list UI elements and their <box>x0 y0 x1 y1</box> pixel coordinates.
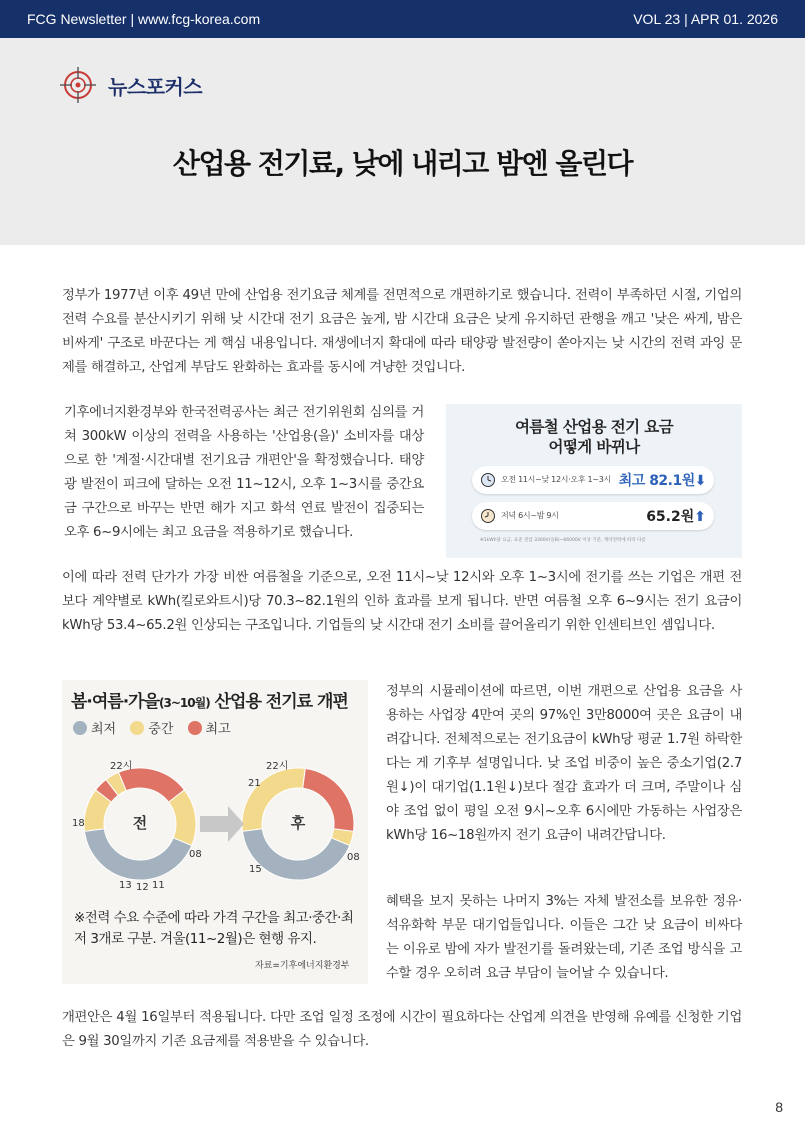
after-tick-15: 15 <box>249 864 262 875</box>
legend-swatch <box>130 721 144 735</box>
before-tick-22: 22시 <box>110 761 133 772</box>
chart-card-title <box>71 687 348 712</box>
before-tick-08: 08 <box>189 849 202 860</box>
after-center-label: 후 <box>290 814 306 832</box>
after-tick-08: 08 <box>347 852 360 863</box>
daytime-amount: 최고 82.1원 <box>618 473 695 489</box>
evening-value <box>646 506 706 526</box>
before-tick-13: 13 <box>119 880 132 891</box>
before-center-label: 전 <box>132 814 148 832</box>
donut-slice-최고 <box>303 768 354 831</box>
after-tick-22: 22시 <box>266 761 289 772</box>
legend-label: 중간 <box>148 722 174 737</box>
crosshair-target-icon <box>58 65 98 105</box>
article-paragraph-4: 정부의 시뮬레이션에 따르면, 이번 개편으로 산업용 요금을 사용하는 사업장 4만여 곳의 97%인 3만8000여 곳은 요금이 내려갑니다. 전체적으로는 전기요금이 kWh당 평균 1.7원 하락한다는 게 기후부 설명입니다. 낮 조업 비중이 높은 중소기업(2.7원↓)이 대기업(1.1원↓)보다 절감 효과가 더 크며, 주말이나 심야 조업 없이 평일 오전 9시~오후 6시에만 가동하는 사업장은 kWh당 16~18원까지 전기 요금이 내려간답니다. <box>386 684 742 843</box>
logo-name: 뉴스포커스 <box>108 75 203 99</box>
article-paragraph-1: 정부가 1977년 이후 49년 만에 산업용 전기요금 체계를 전면적으로 개편하기로 했습니다. 전력이 부족하던 시절, 기업의 전력 수요를 분산시키기 위해 낮 시간대 전기 요금은 높게, 밤 시간대 요금은 낮게 유지하던 관행을 깨고 '낮은 싸게, 밤은 비싸게' 구조로 바꾼다는 게 핵심 내용입니다. 재생에너지 확대에 따라 태양광 발전량이 쏟아지는 낮 시간의 전력 과잉 문제를 해결하고, 산업계 부담도 완화하는 효과를 동시에 겨냥한 것입니다. <box>62 288 742 375</box>
chart-source: 자료=기후에너지환경부 <box>255 961 350 971</box>
infographic-title-line2: 어떻게 바뀌나 <box>548 438 640 456</box>
legend-swatch <box>188 721 202 735</box>
before-tick-11: 11 <box>152 880 165 891</box>
infographic-title-line1: 여름철 산업용 전기 요금 <box>514 418 674 436</box>
before-tick-18: 18 <box>72 818 85 829</box>
evening-label: 저녁 6시~밤 9시 <box>501 511 559 520</box>
arrow-right-icon <box>200 806 244 842</box>
article-paragraph-6: 개편안은 4월 16일부터 적용됩니다. 다만 조업 일정 조정에 시간이 필요하다는 산업계 의견을 반영해 유예를 신청한 기업은 9월 30일까지 기존 요금제를 적용받을 수 있습니다. <box>62 1010 742 1049</box>
article-headline: 산업용 전기료, 낮에 내리고 밤엔 올린다 <box>172 147 633 180</box>
newsletter-site-label[interactable]: FCG Newsletter | www.fcg-korea.com <box>27 11 261 27</box>
header-section <box>0 38 805 245</box>
daytime-value <box>619 470 706 490</box>
chart-legend <box>73 718 241 737</box>
evening-rate-row <box>472 502 714 530</box>
chart-title-end: 산업용 전기료 개편 <box>209 692 348 712</box>
before-tick-12: 12 <box>136 882 149 893</box>
rate-restructure-infographic <box>62 680 368 984</box>
daytime-label: 오전 11시~낮 12시·오후 1~3시 <box>501 475 611 484</box>
legend-swatch <box>73 721 87 735</box>
article-paragraph-5: 혜택을 보지 못하는 나머지 3%는 자체 발전소를 보유한 정유·석유화학 부문 대기업들입니다. 이들은 그간 낮 요금이 비싸다는 이유로 밤에 자가 발전기를 돌려왔는데, 기존 조업 방식을 고수할 경우 오히려 요금 부담이 늘어날 수 있습니다. <box>386 894 742 981</box>
evening-amount: 65.2원 <box>646 509 695 525</box>
clock-icon <box>480 508 496 524</box>
legend-item-highest <box>188 718 231 737</box>
summer-rate-infographic <box>446 404 742 558</box>
infographic-footnote: ※1kWh당 요금, 표준 전압 3300V(을B)~66000V 이상 기준, 계약전력에 따라 다름 <box>480 538 646 543</box>
chart-title-period: (3~10월) <box>159 696 210 710</box>
volume-date-label: VOL 23 | APR 01. 2026 <box>633 11 778 27</box>
chart-title-main: 봄·여름·가을 <box>71 692 160 712</box>
top-bar <box>0 0 805 38</box>
page-number: 8 <box>775 1099 783 1115</box>
chart-note: ※전력 수요 수준에 따라 가격 구간을 최고·중간·최저 3개로 구분. 겨울(11~2월)은 현행 유지. <box>74 910 354 947</box>
donut-slice-최고 <box>119 768 185 802</box>
clock-icon <box>480 472 496 488</box>
after-tick-21: 21 <box>248 778 261 789</box>
infographic-title <box>446 417 742 457</box>
up-arrow-icon: ⬆ <box>694 509 706 525</box>
article-paragraph-3: 이에 따라 전력 단가가 가장 비싼 여름철을 기준으로, 오전 11시~낮 12시와 오후 1~3시에 전기를 쓰는 기업은 개편 전보다 계약별로 kWh(킬로와트시)당 70.3~82.1원의 인하 효과를 보게 됩니다. 반면 여름철 오후 6~9시는 전기 요금이 kWh당 53.4~65.2원 인상되는 구조입니다. 기업들의 낮 시간대 전기 소비를 끌어올리기 위한 인센티브인 셈입니다. <box>62 570 742 633</box>
legend-label: 최고 <box>205 722 231 737</box>
legend-label: 최저 <box>91 722 117 737</box>
daytime-rate-row <box>472 466 714 494</box>
donut-charts <box>62 750 368 900</box>
article-paragraph-2: 기후에너지환경부와 한국전력공사는 최근 전기위원회 심의를 거쳐 300kW 이상의 전력을 사용하는 '산업용(을)' 소비자를 대상으로 한 '계절·시간대별 전기요금 개편안'을 확정했습니다. 태양광 발전이 피크에 달하는 오전 11~12시, 오후 1~3시를 중간요금 구간으로 바꾸는 반면 해가 지고 화석 연료 발전이 집중되는 오후 6~9시에는 최고 요금을 적용하기로 했습니다. <box>64 405 424 540</box>
legend-item-lowest <box>73 718 116 737</box>
legend-item-middle <box>130 718 173 737</box>
down-arrow-icon: ⬇ <box>694 473 706 489</box>
